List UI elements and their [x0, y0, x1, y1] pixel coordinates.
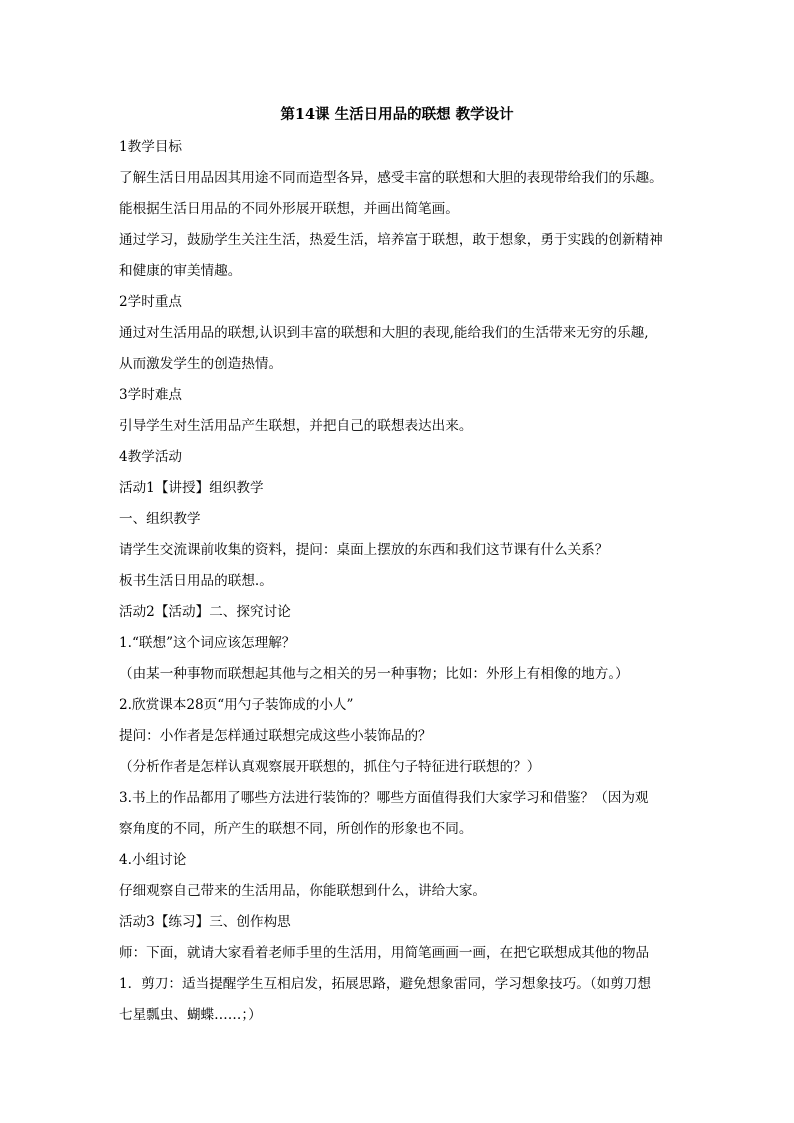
list-item: 4.小组讨论 — [119, 852, 187, 868]
heading-teaching-goals: 1教学目标 — [119, 139, 183, 155]
paragraph-line: 师：下面，就请大家看着老师手里的生活用，用简笔画画一画，在把它联想成其他的物品 — [119, 945, 650, 961]
document-title: 第14课 生活日用品的联想 教学设计 — [280, 106, 514, 123]
paragraph-line: 提问：小作者是怎样通过联想完成这些小装饰品的？ — [119, 728, 432, 744]
list-item: 1．剪刀：适当提醒学生互相启发，拓展思路，避免想象雷同，学习想象技巧。（如剪刀想 — [119, 976, 652, 992]
paragraph-line: 七星瓢虫、蝴蝶……；） — [119, 1007, 262, 1023]
paragraph-line: 能根据生活日用品的不同外形展开联想，并画出简笔画。 — [119, 201, 459, 217]
paragraph-line: 通过学习，鼓励学生关注生活，热爱生活，培养富于联想，敢于想象，勇于实践的创新精神 — [119, 232, 663, 248]
paragraph-line: 和健康的审美情趣。 — [119, 263, 242, 279]
paragraph-line: 仔细观察自己带来的生活用品，你能联想到什么，讲给大家。 — [119, 883, 487, 899]
document-body — [119, 132, 689, 1031]
paragraph-line: （由某一种事物而联想起其他与之相关的另一种事物；比如：外形上有相像的地方。） — [119, 666, 629, 682]
list-item: 1.“联想”这个词应该怎理解？ — [119, 635, 296, 651]
paragraph-line: 引导学生对生活用品产生联想，并把自己的联想表达出来。 — [119, 418, 473, 434]
activity-heading: 活动3【练习】三、创作构思 — [119, 914, 291, 930]
paragraph-line: 从而激发学生的创造热情。 — [119, 356, 283, 372]
list-item: 3.书上的作品都用了哪些方法进行装饰的？哪些方面值得我们大家学习和借鉴？（因为观 — [119, 790, 649, 806]
paragraph-line: （分析作者是怎样认真观察展开联想的，抓住勺子特征进行联想的？） — [119, 759, 541, 775]
list-item: 2.欣赏课本28页“用勺子装饰成的小人” — [119, 697, 354, 713]
heading-difficulties: 3学时难点 — [119, 387, 183, 403]
paragraph-line: 通过对生活用品的联想,认识到丰富的联想和大胆的表现,能给我们的生活带来无穷的乐趣, — [119, 325, 649, 341]
section-heading: 一、组织教学 — [119, 511, 201, 527]
activity-heading: 活动1【讲授】组织教学 — [119, 480, 264, 496]
paragraph-line: 板书生活日用品的联想.。 — [119, 573, 273, 589]
heading-key-points: 2学时重点 — [119, 294, 183, 310]
heading-activities: 4教学活动 — [119, 449, 183, 465]
activity-heading: 活动2【活动】二、探究讨论 — [119, 604, 291, 620]
paragraph-line: 了解生活日用品因其用途不同而造型各异，感受丰富的联想和大胆的表现带给我们的乐趣。 — [119, 170, 663, 186]
paragraph-line: 察角度的不同，所产生的联想不同，所创作的形象也不同。 — [119, 821, 473, 837]
paragraph-line: 请学生交流课前收集的资料，提问：桌面上摆放的东西和我们这节课有什么关系？ — [119, 542, 609, 558]
